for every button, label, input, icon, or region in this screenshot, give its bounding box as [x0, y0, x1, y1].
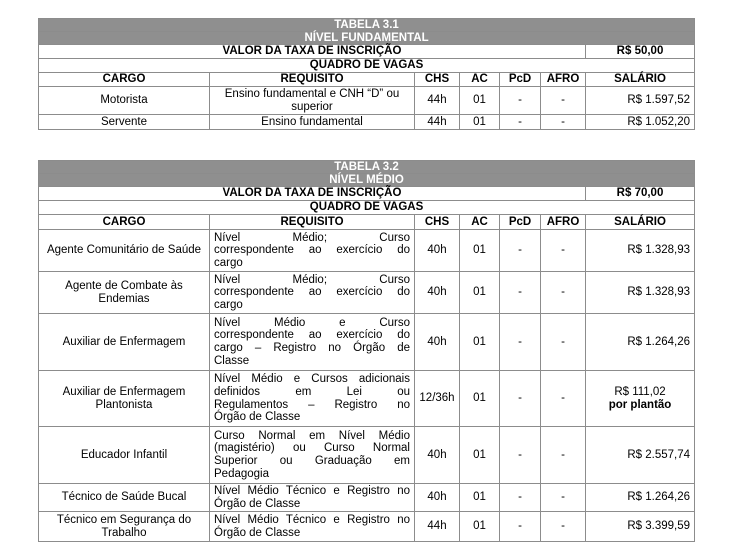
requisito-line: Nível Médio Técnico e Registro no — [214, 513, 410, 526]
salario-cell — [586, 371, 695, 427]
table-3-1 — [38, 18, 695, 130]
salario-line: R$ 1.328,93 — [627, 286, 691, 299]
table-row — [39, 87, 695, 115]
fee-value: R$ 50,00 — [586, 45, 695, 59]
salario-cell — [586, 272, 695, 314]
table-row — [39, 371, 695, 427]
requisito-line: Nível Médio Técnico e Registro no — [214, 484, 410, 497]
salario-line: R$ 1.264,26 — [627, 491, 691, 504]
salario-line: R$ 111,02 — [614, 385, 666, 398]
salario-cell — [586, 314, 695, 371]
cargo-line: Educador Infantil — [80, 448, 168, 461]
salario-cell — [586, 230, 695, 272]
chs-cell: 40h — [415, 427, 460, 484]
requisito-line: Órgão de Classe — [214, 411, 301, 424]
table-row — [39, 512, 695, 542]
ac-cell: 01 — [460, 115, 500, 130]
table-title: TABELA 3.1 — [39, 19, 695, 32]
table-level: NÍVEL FUNDAMENTAL — [39, 32, 695, 45]
cargo-line: Trabalho — [101, 526, 147, 539]
afro-cell: - — [541, 512, 586, 542]
salario-line: R$ 1.328,93 — [627, 244, 691, 257]
ac-cell: 01 — [460, 272, 500, 314]
requisito-line: Nível Médio; Curso — [214, 231, 410, 244]
salario-cell — [586, 484, 695, 512]
cargo-line: Auxiliar de Enfermagem — [62, 385, 186, 398]
table-row — [39, 115, 695, 130]
ac-cell: 01 — [460, 484, 500, 512]
afro-cell: - — [541, 371, 586, 427]
pcd-cell: - — [500, 512, 541, 542]
cargo-cell — [39, 484, 210, 512]
afro-cell: - — [541, 484, 586, 512]
pcd-cell: - — [500, 115, 541, 130]
cargo-line: Técnico de Saúde Bucal — [61, 491, 187, 504]
requisito-cell — [210, 314, 415, 371]
cargo-line: Plantonista — [95, 398, 153, 411]
requisito-line: Nível Médio e Curso — [214, 316, 410, 329]
requisito-line: Pedagogia — [214, 467, 269, 480]
afro-cell: - — [541, 230, 586, 272]
requisito-cell — [210, 272, 415, 314]
afro-cell: - — [541, 87, 586, 115]
table-row — [39, 272, 695, 314]
cargo-cell — [39, 314, 210, 371]
ac-cell: 01 — [460, 371, 500, 427]
requisito-line: Superior ou Graduação em — [214, 455, 410, 467]
requisito-line: Órgão de Classe — [214, 526, 301, 539]
column-header: AC — [460, 215, 500, 230]
ac-cell: 01 — [460, 427, 500, 484]
requisito-cell: Ensino fundamental — [210, 115, 415, 130]
chs-cell: 40h — [415, 314, 460, 371]
vacancies-label: QUADRO DE VAGAS — [39, 59, 695, 73]
chs-cell: 40h — [415, 272, 460, 314]
afro-cell: - — [541, 272, 586, 314]
pcd-cell: - — [500, 484, 541, 512]
column-header: CHS — [415, 73, 460, 87]
requisito-cell — [210, 371, 415, 427]
cargo-line: Auxiliar de Enfermagem — [62, 335, 186, 348]
salario-line: R$ 3.399,59 — [627, 520, 691, 533]
salario-cell: R$ 1.597,52 — [586, 87, 695, 115]
column-header: AFRO — [541, 73, 586, 87]
table-title: TABELA 3.2 — [39, 161, 695, 174]
chs-cell: 40h — [415, 484, 460, 512]
chs-cell: 40h — [415, 230, 460, 272]
requisito-cell — [210, 512, 415, 542]
table-row — [39, 427, 695, 484]
cargo-cell — [39, 230, 210, 272]
requisito-line: Órgão de Classe — [214, 497, 301, 510]
table-row — [39, 314, 695, 371]
chs-cell: 44h — [415, 512, 460, 542]
vacancies-label: QUADRO DE VAGAS — [39, 201, 695, 215]
cargo-cell: Motorista — [39, 87, 210, 115]
requisito-line: correspondente ao exercício do — [214, 286, 410, 299]
column-header: CARGO — [39, 73, 210, 87]
column-header: PcD — [500, 73, 541, 87]
pcd-cell: - — [500, 272, 541, 314]
column-header: SALÁRIO — [586, 215, 695, 230]
table-level: NÍVEL MÉDIO — [39, 174, 695, 187]
afro-cell: - — [541, 115, 586, 130]
cargo-line: Agente de Combate às — [65, 279, 183, 292]
ac-cell: 01 — [460, 314, 500, 371]
fee-label: VALOR DA TAXA DE INSCRIÇÃO — [39, 187, 586, 201]
requisito-line: cargo — [214, 256, 243, 269]
column-header: CHS — [415, 215, 460, 230]
column-header: SALÁRIO — [586, 73, 695, 87]
requisito-line: Nível Médio; Curso — [214, 273, 410, 286]
table-row — [39, 484, 695, 512]
cargo-cell: Servente — [39, 115, 210, 130]
table-row — [39, 230, 695, 272]
pcd-cell: - — [500, 314, 541, 371]
requisito-line: (magistério) ou Curso Normal — [214, 442, 410, 455]
cargo-cell — [39, 427, 210, 484]
chs-cell: 44h — [415, 115, 460, 130]
afro-cell: - — [541, 314, 586, 371]
cargo-cell — [39, 371, 210, 427]
requisito-cell — [210, 484, 415, 512]
column-header: AC — [460, 73, 500, 87]
pcd-cell: - — [500, 371, 541, 427]
salario-cell: R$ 1.052,20 — [586, 115, 695, 130]
column-header: AFRO — [541, 215, 586, 230]
requisito-line: Regulamentos – Registro no — [214, 398, 410, 411]
salario-line: R$ 2.557,74 — [627, 448, 691, 461]
cargo-cell — [39, 512, 210, 542]
column-header: REQUISITO — [210, 73, 415, 87]
requisito-line: Classe — [214, 354, 250, 367]
chs-cell: 44h — [415, 87, 460, 115]
pcd-cell: - — [500, 230, 541, 272]
requisito-line: definidos em Lei ou — [214, 385, 410, 398]
afro-cell: - — [541, 427, 586, 484]
ac-cell: 01 — [460, 87, 500, 115]
requisito-line: Ensino fundamental e CNH “D” ou — [224, 87, 400, 100]
requisito-line: cargo – Registro no Órgão de — [214, 342, 410, 354]
cargo-line: Técnico em Segurança do — [56, 513, 192, 526]
pcd-cell: - — [500, 87, 541, 115]
requisito-line: correspondente ao exercício do — [214, 329, 410, 342]
requisito-line: Nível Médio e Cursos adicionais — [214, 373, 410, 386]
requisito-line: superior — [291, 100, 333, 113]
salario-cell — [586, 427, 695, 484]
salario-cell — [586, 512, 695, 542]
fee-label: VALOR DA TAXA DE INSCRIÇÃO — [39, 45, 586, 59]
cargo-line: Endemias — [98, 292, 150, 305]
pcd-cell: - — [500, 427, 541, 484]
column-header: REQUISITO — [210, 215, 415, 230]
requisito-cell — [210, 427, 415, 484]
requisito-line: cargo — [214, 298, 243, 311]
ac-cell: 01 — [460, 512, 500, 542]
requisito-cell — [210, 230, 415, 272]
chs-cell: 12/36h — [415, 371, 460, 427]
salario-line: por plantão — [608, 398, 672, 411]
cargo-cell — [39, 272, 210, 314]
column-header: CARGO — [39, 215, 210, 230]
salario-line: R$ 1.264,26 — [627, 335, 691, 348]
ac-cell: 01 — [460, 230, 500, 272]
requisito-line: correspondente ao exercício do — [214, 244, 410, 257]
column-header: PcD — [500, 215, 541, 230]
requisito-cell — [210, 87, 415, 115]
requisito-line: Curso Normal em Nível Médio — [214, 429, 410, 442]
fee-value: R$ 70,00 — [586, 187, 695, 201]
table-3-2 — [38, 160, 695, 542]
cargo-line: Agente Comunitário de Saúde — [46, 244, 202, 257]
